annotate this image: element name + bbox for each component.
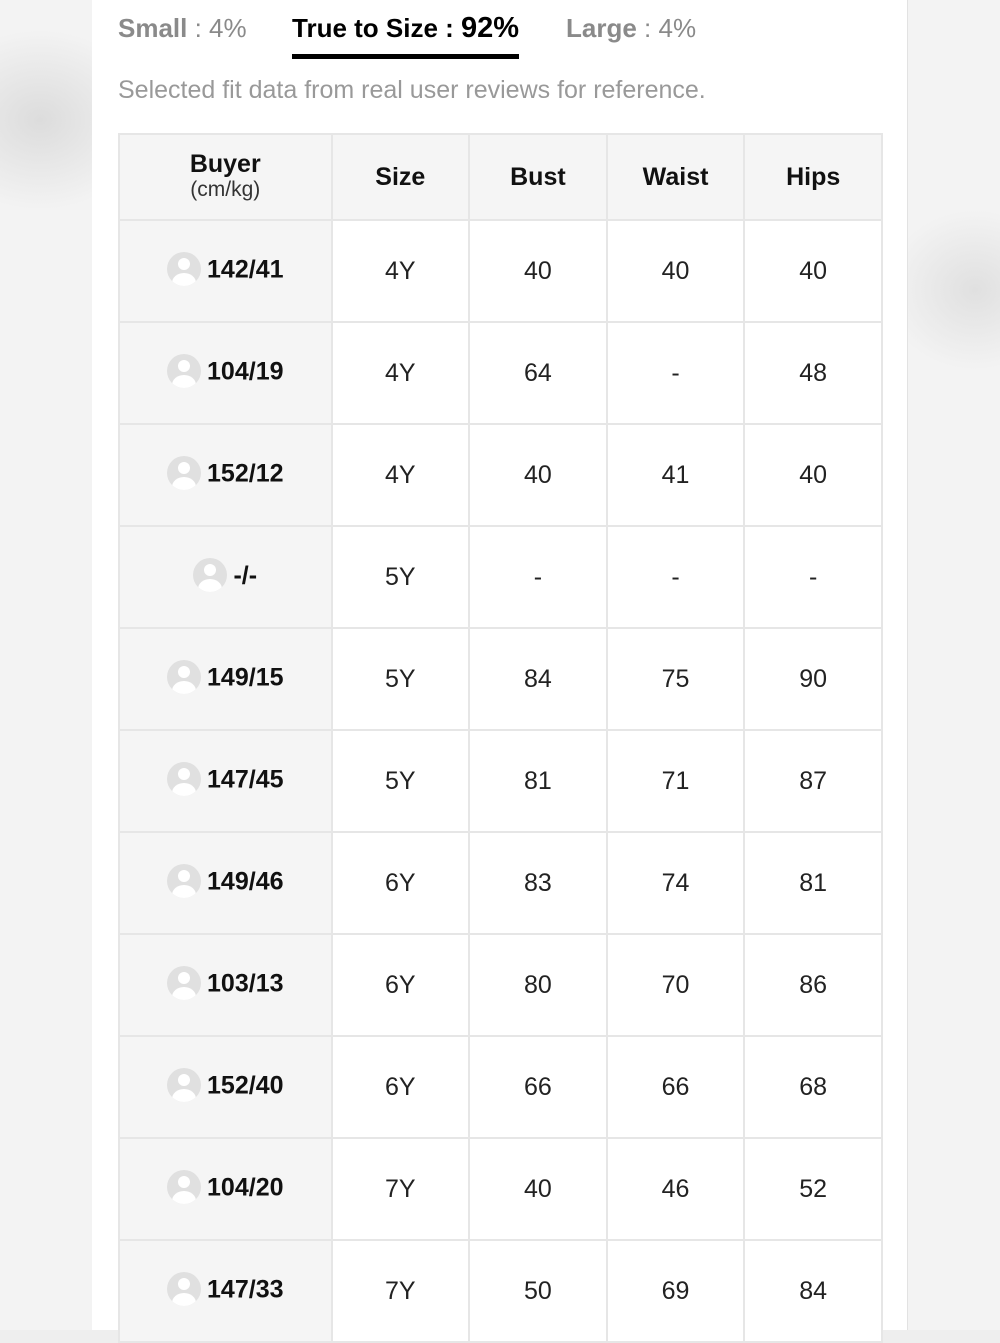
user-avatar-icon: [167, 252, 201, 286]
buyer-value: 152/40: [207, 1071, 284, 1100]
size-cell: 5Y: [332, 730, 470, 832]
size-cell: 4Y: [332, 424, 470, 526]
hips-cell: 84: [744, 1240, 882, 1342]
size-cell: 6Y: [332, 832, 470, 934]
bust-cell: 66: [469, 1036, 607, 1138]
bust-cell: 40: [469, 424, 607, 526]
tab-large[interactable]: [566, 10, 696, 60]
tab-small-value: 4%: [209, 13, 247, 43]
hips-cell: 90: [744, 628, 882, 730]
size-cell: 5Y: [332, 628, 470, 730]
hips-cell: 40: [744, 220, 882, 322]
user-avatar-icon: [167, 456, 201, 490]
buyer-cell: [119, 1138, 332, 1240]
user-avatar-icon: [167, 762, 201, 796]
buyer-cell: [119, 526, 332, 628]
buyer-cell: [119, 1036, 332, 1138]
waist-cell: 70: [607, 934, 745, 1036]
table-row: [119, 322, 882, 424]
buyer-value: 104/19: [207, 357, 284, 386]
table-row: [119, 832, 882, 934]
buyer-value: 104/20: [207, 1173, 284, 1202]
bust-cell: 40: [469, 1138, 607, 1240]
header-buyer-unit: (cm/kg): [190, 178, 261, 201]
header-buyer-label: Buyer: [189, 150, 261, 178]
tab-small[interactable]: [118, 10, 247, 60]
waist-cell: 66: [607, 1036, 745, 1138]
user-avatar-icon: [167, 1170, 201, 1204]
size-cell: 6Y: [332, 1036, 470, 1138]
waist-cell: 41: [607, 424, 745, 526]
reference-note: Selected fit data from real user reviews for reference.: [118, 76, 706, 104]
buyer-cell: [119, 934, 332, 1036]
bust-cell: -: [469, 526, 607, 628]
header-hips: Hips: [744, 134, 882, 220]
bust-cell: 84: [469, 628, 607, 730]
size-cell: 7Y: [332, 1240, 470, 1342]
tab-true-to-size-value: 92%: [461, 12, 520, 44]
fit-data-table: [118, 133, 883, 1343]
tab-small-label: Small: [118, 13, 188, 43]
user-avatar-icon: [167, 966, 201, 1000]
table-row: [119, 424, 882, 526]
bust-cell: 40: [469, 220, 607, 322]
buyer-value: 147/45: [207, 765, 284, 794]
hips-cell: 81: [744, 832, 882, 934]
bust-cell: 80: [469, 934, 607, 1036]
table-row: [119, 1036, 882, 1138]
hips-cell: 48: [744, 322, 882, 424]
bust-cell: 83: [469, 832, 607, 934]
buyer-cell: [119, 1240, 332, 1342]
hips-cell: 40: [744, 424, 882, 526]
tab-large-label: Large: [566, 13, 637, 43]
bust-cell: 50: [469, 1240, 607, 1342]
user-avatar-icon: [167, 1272, 201, 1306]
table-row: [119, 628, 882, 730]
size-cell: 6Y: [332, 934, 470, 1036]
buyer-value: 142/41: [207, 255, 284, 284]
buyer-value: -/-: [233, 561, 258, 590]
table-header-row: [119, 134, 882, 220]
table-row: [119, 934, 882, 1036]
size-cell: 4Y: [332, 220, 470, 322]
tab-true-to-size[interactable]: [292, 10, 519, 60]
buyer-cell: [119, 322, 332, 424]
user-avatar-icon: [193, 558, 227, 592]
tab-large-value: 4%: [658, 13, 697, 43]
hips-cell: 68: [744, 1036, 882, 1138]
hips-cell: 87: [744, 730, 882, 832]
table-row: [119, 220, 882, 322]
bust-cell: 81: [469, 730, 607, 832]
buyer-cell: [119, 220, 332, 322]
user-avatar-icon: [167, 354, 201, 388]
user-avatar-icon: [167, 1068, 201, 1102]
buyer-cell: [119, 424, 332, 526]
waist-cell: -: [607, 322, 745, 424]
hips-cell: 52: [744, 1138, 882, 1240]
buyer-value: 147/33: [207, 1275, 284, 1304]
buyer-value: 149/46: [207, 867, 284, 896]
size-cell: 4Y: [332, 322, 470, 424]
buyer-value: 103/13: [207, 969, 284, 998]
buyer-cell: [119, 628, 332, 730]
fit-tabs: [118, 10, 818, 62]
fit-data-panel: [92, 0, 908, 1330]
waist-cell: 74: [607, 832, 745, 934]
header-waist: Waist: [607, 134, 745, 220]
tab-large-sep: :: [636, 13, 659, 43]
buyer-value: 152/12: [207, 459, 284, 488]
waist-cell: 40: [607, 220, 745, 322]
waist-cell: 75: [607, 628, 745, 730]
waist-cell: 71: [607, 730, 745, 832]
table-row: [119, 1138, 882, 1240]
header-size: Size: [332, 134, 470, 220]
waist-cell: -: [607, 526, 745, 628]
header-bust: Bust: [469, 134, 607, 220]
bust-cell: 64: [469, 322, 607, 424]
hips-cell: -: [744, 526, 882, 628]
table-row: [119, 526, 882, 628]
size-cell: 7Y: [332, 1138, 470, 1240]
size-cell: 5Y: [332, 526, 470, 628]
buyer-value: 149/15: [207, 663, 284, 692]
buyer-cell: [119, 730, 332, 832]
user-avatar-icon: [167, 864, 201, 898]
tab-true-to-size-label: True to Size: [292, 13, 438, 43]
buyer-cell: [119, 832, 332, 934]
waist-cell: 69: [607, 1240, 745, 1342]
tab-small-sep: :: [187, 13, 210, 43]
table-row: [119, 730, 882, 832]
table-row: [119, 1240, 882, 1342]
user-avatar-icon: [167, 660, 201, 694]
waist-cell: 46: [607, 1138, 745, 1240]
hips-cell: 86: [744, 934, 882, 1036]
header-buyer: [119, 134, 332, 220]
tab-true-to-size-sep: :: [437, 13, 462, 43]
